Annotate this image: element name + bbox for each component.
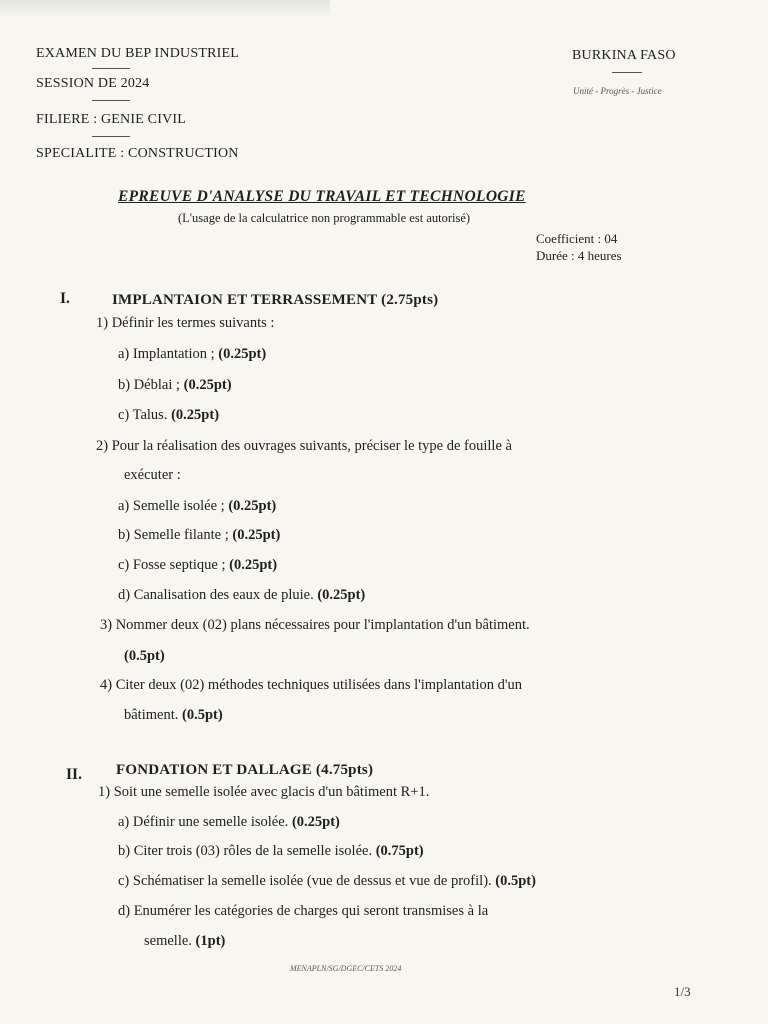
- section-title: FONDATION ET DALLAGE (4.75pts): [116, 762, 374, 778]
- question-item: [118, 346, 266, 363]
- section-number: II.: [66, 766, 82, 783]
- page-number: 1/3: [674, 984, 691, 999]
- question-text: a) Implantation ;: [118, 346, 215, 362]
- question: 1) Soit une semelle isolée avec glacis d'un bâtiment R+1.: [98, 784, 430, 800]
- separator: [92, 136, 130, 137]
- separator: [612, 72, 642, 73]
- question: 4) Citer deux (02) méthodes techniques utilisées dans l'implantation d'un: [100, 677, 523, 693]
- points: (0.25pt): [232, 527, 281, 543]
- question-text: semelle.: [144, 933, 192, 949]
- separator: [92, 100, 130, 101]
- points: (0.25pt): [228, 498, 277, 514]
- country-label: BURKINA FASO: [572, 48, 676, 63]
- question-text: a) Semelle isolée ;: [118, 498, 225, 514]
- question-continuation: [144, 933, 225, 950]
- section-number: I.: [60, 290, 70, 307]
- session-label: SESSION DE 2024: [36, 76, 150, 91]
- motto: Unité - Progrès - Justice: [573, 86, 662, 96]
- question-item: [118, 873, 536, 890]
- question-text: b) Semelle filante ;: [118, 527, 229, 543]
- question-item: [118, 814, 340, 831]
- question-item: [118, 527, 280, 544]
- points: (0.5pt): [124, 648, 165, 664]
- points: (0.5pt): [495, 873, 536, 889]
- points: (1pt): [195, 933, 226, 949]
- points: (0.25pt): [291, 814, 340, 830]
- question-continuation: [124, 707, 223, 724]
- coefficient: Coefficient : 04: [536, 231, 618, 246]
- question-text: c) Fosse septique ;: [118, 557, 226, 573]
- question: 1) Définir les termes suivants :: [96, 315, 275, 331]
- question-item: [118, 843, 424, 860]
- question-item: [118, 407, 219, 424]
- points: (0.25pt): [171, 407, 220, 423]
- section-title: IMPLANTAION ET TERRASSEMENT (2.75pts): [112, 292, 439, 308]
- scan-shadow: [0, 0, 330, 18]
- question-text: b) Citer trois (03) rôles de la semelle isolée.: [118, 843, 373, 859]
- question-text: bâtiment.: [124, 707, 179, 723]
- points: (0.5pt): [182, 707, 223, 723]
- points: (0.25pt): [317, 587, 366, 603]
- points: (0.25pt): [218, 346, 267, 362]
- question-item: [118, 587, 365, 604]
- question-text: c) Schématiser la semelle isolée (vue de dessus et vue de profil).: [118, 873, 492, 889]
- question-item: [118, 377, 232, 394]
- question-text: d) Canalisation des eaux de pluie.: [118, 587, 314, 603]
- filiere-label: FILIERE : GENIE CIVIL: [36, 112, 187, 127]
- question-continuation: exécuter :: [124, 467, 181, 483]
- question: 2) Pour la réalisation des ouvrages suivants, préciser le type de fouille à: [96, 438, 512, 454]
- question-text: b) Déblai ;: [118, 377, 181, 393]
- duration: Durée : 4 heures: [536, 248, 622, 263]
- specialite-label: SPECIALITE : CONSTRUCTION: [36, 146, 239, 161]
- points: (0.75pt): [375, 843, 424, 859]
- exam-label: EXAMEN DU BEP INDUSTRIEL: [36, 46, 239, 61]
- question: 3) Nommer deux (02) plans nécessaires pour l'implantation d'un bâtiment.: [100, 617, 530, 633]
- question-item: [118, 498, 276, 515]
- calculator-note: (L'usage de la calculatrice non programmable est autorisé): [178, 211, 471, 225]
- question-text: a) Définir une semelle isolée.: [118, 814, 289, 830]
- footer-code: MENAPLN/SG/DGEC/CETS 2024: [290, 964, 402, 973]
- points: (0.25pt): [229, 557, 278, 573]
- question: d) Enumérer les catégories de charges qui seront transmises à la: [118, 903, 489, 919]
- points: (0.25pt): [183, 377, 232, 393]
- page-title: EPREUVE D'ANALYSE DU TRAVAIL ET TECHNOLOGIE: [118, 188, 526, 205]
- question-item: [118, 557, 277, 574]
- separator: [92, 68, 130, 69]
- question-text: c) Talus.: [118, 407, 168, 423]
